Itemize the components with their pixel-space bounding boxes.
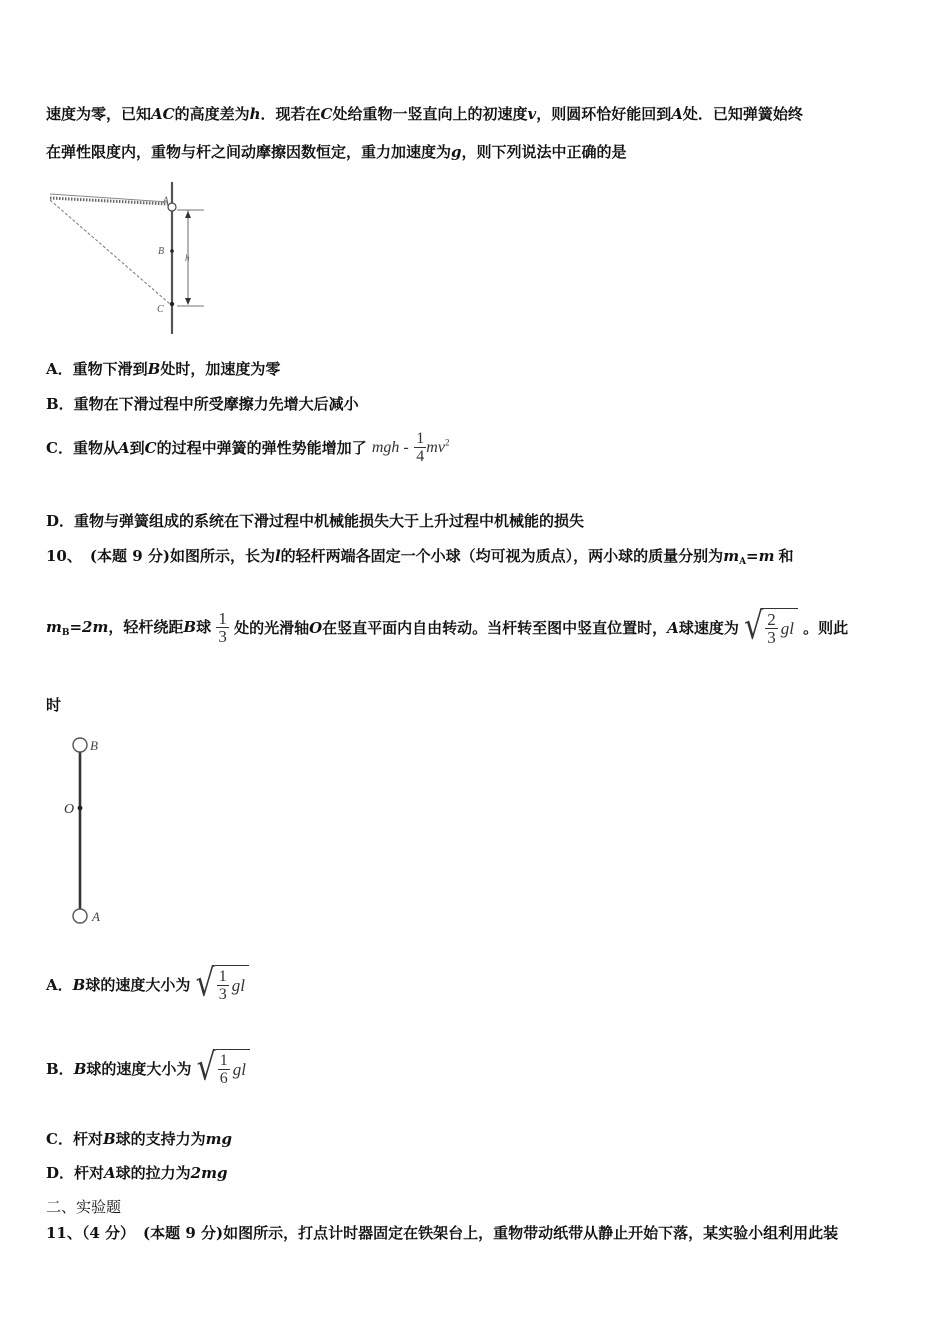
fraction-1-4 [414,430,426,465]
sqrt-1-6-gl [196,1045,250,1090]
option-text: B．重物在下滑过程中所受摩擦力先增大后减小 [46,395,359,413]
q10-option-c [46,1128,232,1149]
q10-option-b [46,1045,250,1090]
numerator: 1 [219,1052,228,1069]
option-text: 球的速度大小为 [85,975,191,994]
q9-option-b [46,393,359,414]
var-v: v [527,105,537,123]
option-text: D．杆对 [46,1164,105,1182]
radical-sign: √ [195,961,215,1006]
q9-text: 在弹性限度内，重物与杆之间动摩擦因数恒定，重力加速度为 [46,143,452,161]
question-number: 11、 [46,1224,82,1242]
subscript-B: B [61,628,70,638]
q10-text: 球速度为 [678,618,739,637]
q10-ball-A [73,909,87,923]
option-text: A．重物下滑到 [46,360,148,378]
q10-text: 如图所示，长为 [169,547,275,565]
q9-intro-line1 [46,103,803,124]
sqrt-body [215,965,249,1003]
question-score: （4 分） [81,1224,136,1242]
formula-gl: gl [780,618,794,638]
var-B: B [147,360,161,378]
fraction-1-6 [218,1052,230,1087]
q9-label-A: A [163,195,169,205]
fraction-1-3 [216,610,229,645]
numerator: 1 [218,608,227,628]
q9-formula-c [372,430,450,465]
q11-text: 如图所示，打点计时器固定在铁架台上，重物带动纸带从静止开始下落，某实验小组利用此装 [223,1224,839,1242]
q9-text: 处．已知弹簧始终 [682,105,803,123]
q9-label-h: h [185,253,190,263]
question-tag: (本题 9 分) [143,1224,224,1242]
q10-option-d [46,1162,227,1183]
subscript-A: A [739,557,747,567]
var-A: A [671,105,683,123]
q10-line3 [46,694,61,715]
sqrt-body [216,1049,250,1087]
option-text: A． [46,975,73,994]
sqrt-1-3-gl [195,961,249,1006]
var-A: A [117,439,130,457]
fraction-2-3 [765,611,778,646]
q9-ring-A [168,203,176,211]
q10-text: 和 [778,547,794,565]
option-text: 球的支持力为 [115,1130,206,1148]
var-g: g [451,143,462,161]
denominator: 3 [218,626,227,646]
q10-text: ，轻杆绕距 [108,618,184,636]
denominator: 3 [218,986,227,1003]
q9-dim-arrow-down [185,298,191,305]
var-h: h [249,105,261,123]
var-O: O [309,618,323,637]
q9-intro-line2 [46,141,627,162]
q10-line2 [46,604,849,649]
q10-text: 的轻杆两端各固定一个小球（均可视为质点），两小球的质量分别为 [280,547,724,565]
q10-axis-O [78,806,83,811]
value-mg: mg [205,1130,233,1148]
q10-label-B: B [90,738,98,753]
q10-text: 球 [196,618,212,636]
formula-mv: mv [426,439,445,456]
q9-text: 处给重物一竖直向上的初速度 [332,105,528,123]
var-l: l [274,547,281,565]
q10-ball-B [73,738,87,752]
q9-point-C [170,302,174,306]
sqrt-2-3-gl [744,604,798,649]
var-mB: m [46,618,62,636]
mass-B-value: =2m [69,618,109,636]
option-text: 到 [129,439,145,457]
q9-text: ，则下列说法中正确的是 [461,143,627,161]
q9-text: ，则圆环恰好能回到 [536,105,672,123]
option-text: B． [46,1059,74,1078]
option-text: 球的速度大小为 [86,1059,192,1078]
q10-text: 。则此 [803,618,849,637]
formula-mgh: mgh - [371,439,409,456]
numerator: 1 [218,968,227,985]
section-title-text: 二、实验题 [46,1198,122,1216]
numerator: 2 [767,610,776,629]
q10-text: 在竖直平面内自由转动。当杆转至图中竖直位置时， [322,618,668,637]
option-text: 球的拉力为 [115,1164,191,1182]
value-2mg: 2mg [190,1164,228,1182]
var-B: B [183,618,197,636]
section-title [46,1196,121,1217]
option-text: 处时，加速度为零 [160,360,281,378]
option-text: D．重物与弹簧组成的系统在下滑过程中机械能损失大于上升过程中机械能的损失 [46,512,585,530]
denominator: 6 [219,1070,228,1087]
var-C: C [320,105,333,123]
q9-spring-edge [50,194,168,202]
sqrt-body [763,608,798,646]
exponent: 2 [444,437,450,448]
var-mA: m [723,547,740,565]
denominator: 3 [767,628,776,647]
denominator: 4 [416,448,425,465]
q9-text: 的高度差为 [174,105,250,123]
q9-option-c [46,430,449,465]
q9-option-a [46,358,280,379]
q10-label-A: A [92,909,100,924]
q9-figure [44,180,214,338]
option-text: C．重物从 [46,439,118,457]
q10-option-a [46,961,249,1006]
var-B: B [102,1130,116,1148]
radical-sign: √ [744,604,764,649]
var-A: A [667,618,679,637]
formula-gl: gl [232,1059,246,1079]
var-B: B [72,975,86,994]
var-B: B [73,1059,87,1078]
mass-A-value: =m [746,547,775,565]
question-tag: (本题 9 分) [89,547,170,565]
numerator: 1 [416,430,425,447]
q10-text: 处的光滑轴 [234,618,310,637]
q9-dashed-AC [50,200,170,304]
q10-figure [60,732,130,932]
radical-sign: √ [196,1045,216,1090]
q10-label-O: O [64,802,75,817]
var-A: A [104,1164,116,1182]
var-AC: AC [151,105,175,123]
option-text: 的过程中弹簧的弹性势能增加了 [156,439,367,457]
q9-option-d [46,510,584,531]
q9-label-B: B [158,246,165,257]
q9-point-B [170,249,174,253]
question-number: 10、 [46,547,82,565]
q10-line1 [46,545,794,567]
q11-line1 [46,1222,838,1243]
var-C: C [144,439,157,457]
q10-text: 时 [46,696,62,714]
fraction-1-3 [217,968,229,1003]
q9-text: ．现若在 [260,105,321,123]
q9-dim-arrow-up [185,211,191,218]
option-text: C．杆对 [46,1130,103,1148]
formula-gl: gl [231,975,245,995]
q9-label-C: C [157,304,164,315]
q9-text: 速度为零，已知 [46,105,152,123]
